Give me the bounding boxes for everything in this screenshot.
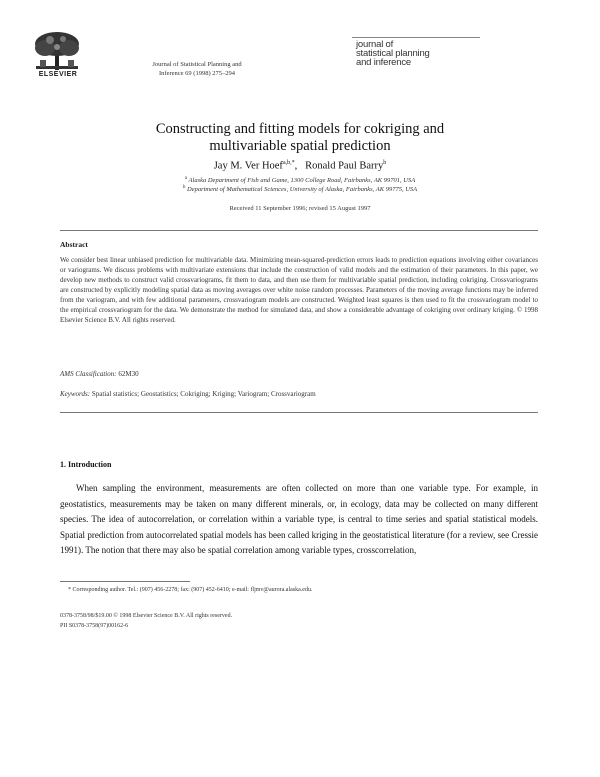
elsevier-tree-logo (30, 30, 84, 72)
author-1: Jay M. Ver Hoef (213, 160, 283, 172)
publisher-name: ELSEVIER (38, 71, 78, 78)
abstract-bottom-rule (60, 412, 538, 413)
author-2: Ronald Paul Barry (305, 160, 384, 172)
journal-name (356, 40, 496, 67)
journal-name-line1: journal of (356, 39, 394, 50)
affiliation-a-text: Alaska Department of Fish and Game, 1300 College Road, Fairbanks, AK 99701, USA (188, 177, 416, 185)
keywords-value: Spatial statistics; Geostatistics; Cokriging; Kriging; Variogram; Crossvariogram (91, 390, 316, 398)
copyright-line: 0378-3758/98/$19.00 © 1998 Elsevier Science B.V. All rights reserved. (60, 613, 233, 619)
journal-citation-line1: Journal of Statistical Planning and (152, 61, 242, 68)
ams-classification (60, 370, 139, 378)
title-line1: Constructing and fitting models for cokriging and (155, 121, 445, 137)
header-rule (352, 37, 480, 38)
affiliation-a (0, 176, 600, 184)
introduction-text: When sampling the environment, measurements are often collected on more than one variable type. For example, in geostatistics, measurements may be taken on many different minerals, or, in ecology, data may be collected on many different species. The idea of autocorrelation, or correlation within a variable type, is central to time series and spatial statistical models. Spatial prediction from autocorrelated spatial models has been called kriging in the geostatistical literature (for a review, see Cressie 1991). The notion that there may also be spatial correlation among variable types, crosscorrelation, (60, 483, 538, 555)
journal-citation (132, 61, 262, 78)
author-1-marks: a,b,* (282, 160, 295, 166)
abstract-text: We consider best linear unbiased prediction for multivariable data. Minimizing mean-squared-prediction errors leads to prediction equations involving either covariances or variograms. We discuss problems with multivariate extensions that include the construction of valid models and the estimation of their parameters. In this paper, we develop new methods to construct valid crossvariograms, fit them to data, and then use them for multivariable spatial prediction, including cokriging. Crossvariograms are constructed by explicitly modeling spatial data as moving averages over white noise random processes. Parameters of the moving average functions may be inferred from the variogram, and with few additional parameters, crossvariogram models are constructed. Weighted least squares is then used to fit the crossvariogram model to the empirical crossvariogram for the data. We demonstrate the method for simulated data, and show a considerable advantage of cokriging over ordinary kriging. © 1998 Elsevier Science B.V. All rights reserved. (60, 256, 538, 324)
abstract-heading: Abstract (60, 240, 88, 249)
journal-citation-line2: Inference 69 (1998) 275–294 (159, 69, 235, 77)
ams-value: 62M30 (118, 370, 139, 378)
copyright-block (60, 611, 232, 631)
title-line2: multivariable spatial prediction (209, 138, 391, 154)
abstract-top-rule (60, 230, 538, 231)
keywords-label: Keywords: (60, 390, 91, 398)
footnote (60, 587, 538, 593)
pii-line: PII S0378-3758(97)00162-6 (60, 623, 129, 629)
authors: Jay M. Ver Hoef$^{a,b,*}$, Ronald Paul Barry$^b$ (213, 160, 387, 172)
affiliation-a-mark: a (184, 176, 188, 181)
journal-name-line3: and inference (356, 57, 411, 68)
footnote-rule (60, 581, 190, 582)
affiliation-b (0, 185, 600, 193)
footnote-mark: * (68, 587, 71, 593)
ams-label: AMS Classification: (60, 370, 117, 378)
affiliation-b-mark: b (182, 185, 186, 190)
footnote-text: Corresponding author. Tel.: (907) 456-2278; fax: (907) 452-6410; e-mail: fljmv@aurora.alaska.edu. (72, 587, 313, 593)
journal-name-line2: statistical planning (356, 48, 430, 59)
affiliation-b-text: Department of Mathematical Sciences, University of Alaska, Fairbanks, AK 99775, USA (187, 186, 418, 194)
received-dates: Received 11 September 1996; revised 15 August 1997 (229, 205, 371, 212)
keywords (60, 390, 538, 398)
section-heading-introduction: 1. Introduction (60, 460, 112, 469)
author-2-marks: b (383, 160, 387, 166)
article-title (0, 121, 600, 155)
